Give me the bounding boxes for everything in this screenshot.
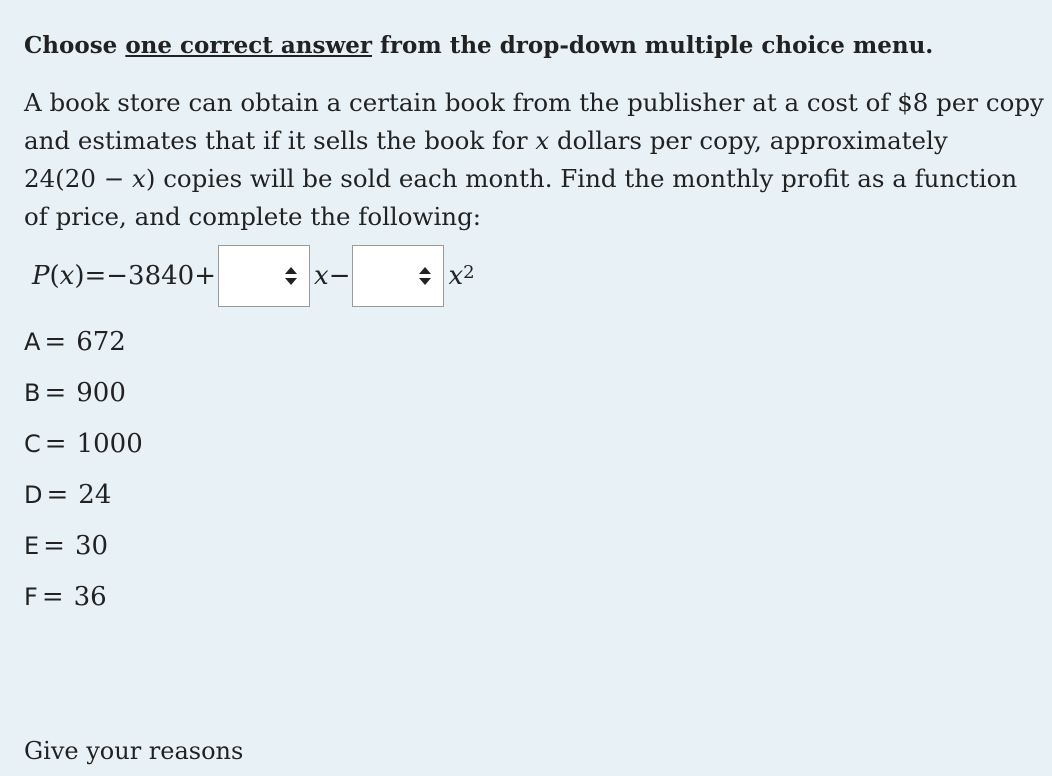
- problem-text: A book store can obtain a certain book from the publisher at a cost of: [24, 88, 898, 117]
- choice-letter: B: [24, 378, 41, 407]
- choice-letter: C: [24, 429, 41, 458]
- choice-value: 36: [73, 581, 107, 612]
- equals-sign: =: [41, 581, 64, 612]
- answer-choice-c: [24, 418, 143, 469]
- equals-constant: =−3840+: [84, 261, 217, 291]
- equals-sign: =: [43, 530, 65, 561]
- instruction-underlined: one correct answer: [125, 32, 372, 59]
- problem-text: and estimates that if it sells the book for: [24, 126, 536, 155]
- problem-line-1: [24, 84, 1044, 122]
- variable-x: x: [535, 126, 550, 155]
- paren-open: (: [49, 261, 60, 291]
- coefficient-x2-dropdown[interactable]: [352, 245, 444, 307]
- choice-letter: F: [24, 582, 38, 611]
- choice-letter: D: [24, 480, 43, 509]
- linear-variable: x: [314, 261, 329, 291]
- quantity-expression: 24(20 −: [24, 164, 133, 193]
- choice-letter: A: [24, 327, 41, 356]
- exponent: 2: [463, 261, 475, 283]
- problem-text: copies will be sold each month. Find the monthly profit as a function: [155, 164, 1018, 193]
- choice-value: 672: [76, 326, 126, 357]
- choice-value: 30: [74, 530, 109, 561]
- choice-letter: E: [24, 531, 40, 560]
- function-name: P: [32, 261, 50, 291]
- up-down-arrows-icon: [419, 267, 431, 285]
- equals-sign: =: [44, 326, 67, 357]
- answer-choices: [24, 316, 143, 622]
- equals-sign: =: [44, 377, 67, 408]
- choice-value: 900: [76, 377, 126, 408]
- answer-choice-e: [24, 520, 143, 571]
- minus-sign: −: [328, 261, 351, 291]
- problem-line-2: [24, 122, 1028, 160]
- instruction-prefix: Choose: [24, 32, 126, 59]
- choice-value: 24: [78, 479, 112, 510]
- problem-line-4: of price, and complete the following:: [24, 202, 482, 231]
- reasons-prompt: Give your reasons: [24, 737, 244, 765]
- quadratic-variable: x: [448, 261, 464, 291]
- profit-equation: [32, 245, 475, 307]
- answer-choice-d: [24, 469, 143, 520]
- equals-sign: =: [46, 479, 69, 510]
- instruction-suffix: from the drop-down multiple choice menu.: [372, 32, 934, 59]
- problem-statement: [24, 84, 1044, 236]
- problem-line-3: [24, 160, 1028, 198]
- equals-sign: =: [44, 428, 67, 459]
- coefficient-x-dropdown[interactable]: [218, 245, 310, 307]
- answer-choice-b: [24, 367, 143, 418]
- answer-choice-f: [24, 571, 143, 622]
- up-down-arrows-icon: [285, 267, 297, 285]
- function-variable: x: [59, 261, 75, 291]
- choice-value: 1000: [76, 428, 143, 459]
- answer-choice-a: [24, 316, 143, 367]
- cost-value: $8: [897, 88, 929, 117]
- variable-x: x: [132, 164, 146, 193]
- paren-close: ): [74, 261, 85, 291]
- problem-text: dollars per copy, approximately: [549, 126, 948, 155]
- quantity-expression: ): [145, 164, 156, 193]
- instruction: [24, 30, 1028, 62]
- problem-text: per copy: [928, 88, 1044, 117]
